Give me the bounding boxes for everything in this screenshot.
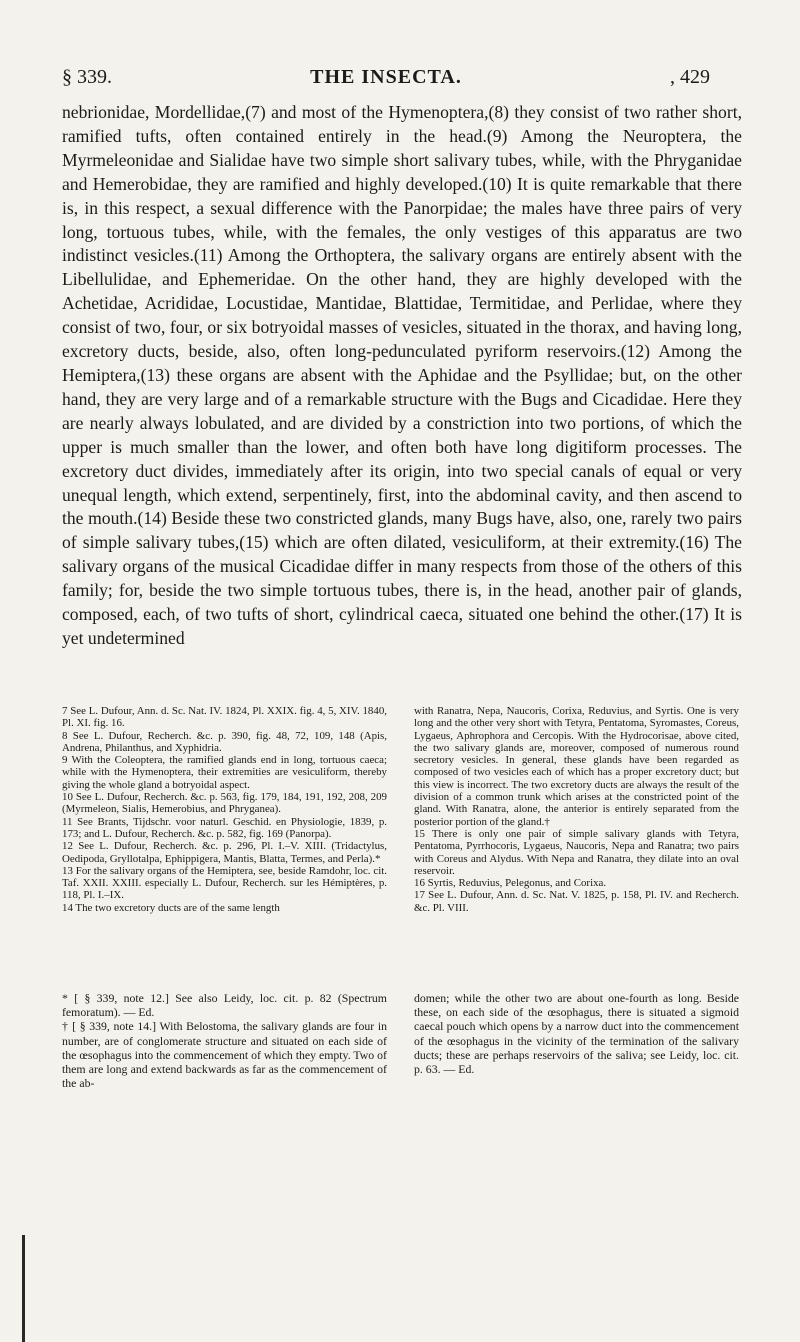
scan-edge-mark bbox=[22, 1235, 25, 1342]
editor-notes-left bbox=[62, 991, 387, 1090]
footnote-14: 14 The two excretory ducts are of the same length bbox=[62, 901, 280, 914]
main-paragraph: nebrionidae, Mordellidae,(7) and most of the Hymenoptera,(8) they consist of two rather short, ramified tufts, often contained entirely in the head.(9) Among the Neuroptera, the Myrmeleonidae and Sialidae have two simple short salivary tubes, while, with the Phryganidae and Hemerobidae, they are ramified and highly developed.(10) It is quite remarkable that there is, in this respect, a sexual difference with the Panorpidae; the males have three pairs of very long, tortuous tubes, while, with the females, the only vestiges of this apparatus are two indistinct vesicles.(11) Among the Orthoptera, the salivary organs are entirely absent with the Libellulidae, and Ephemeridae. On the other hand, they are highly developed with the Achetidae, Acrididae, Locustidae, Mantidae, Blattidae, Termitidae, and Perlidae, where they consist of two, four, or six botryoidal masses of vesicles, situated in the thorax, and having long, excretory ducts, beside, also, often long-pedunculated pyriform reservoirs.(12) Among the Hemiptera,(13) these organs are absent with the Aphidae and the Psyllidae; but, on the other hand, they are very large and of a remarkable structure with the Bugs and Cicadidae. Here they are nearly always lobulated, and are divided by a constriction into two portions, of which the upper is much smaller than the lower, and often both have long digitiform processes. The excretory duct divides, immediately after its origin, into two special canals of equal or very unequal length, which extend, serpentinely, first, into the abdominal cavity, and then ascend to the mouth.(14) Beside these two constricted glands, many Bugs have, also, one, rarely two pairs of simple salivary tubes,(15) which are often dilated, vesiculiform, at their extremity.(16) The salivary organs of the musical Cicadidae differ in many respects from those of the others of this family; for, beside the two simple tortuous tubes, there is, in the head, another pair of glands, composed, each, of two tufts of short, cylindrical caeca, situated one behind the other.(17) It is yet undetermined bbox=[62, 102, 742, 648]
editor-notes-right bbox=[414, 991, 739, 1076]
footnote-8: 8 See L. Dufour, Recherch. &c. p. 390, fig. 48, 72, 109, 148 (Apis, Andrena, Philanthus, and Xyphidria. bbox=[62, 729, 387, 754]
footnote-14-continued: with Ranatra, Nepa, Naucoris, Corixa, Reduvius, and Syrtis. One is very long and the other very short with Tetyra, Pentatoma, Syromastes, Coreus, Lygaeus, Aphrophora and Cercopis. With the Hydrocorisae, above cited, the two salivary glands are, moreover, composed of numerous round secretory vesicles. In general, these glands have been regarded as composed of two vesicles each of which has a proper excretory duct; but this view is incorrect. The two excretory ducts are always the result of the division of a common trunk which arises at the constricted point of the gland. With Ranatra, alone, the anterior is entirely separated from the posterior portion of the gland.† bbox=[414, 705, 739, 828]
section-number: § 339. bbox=[62, 66, 112, 88]
footnote-13: 13 For the salivary organs of the Hemiptera, see, beside Ramdohr, loc. cit. Taf. XXII. XXIII. especially L. Dufour, Recherch. sur les Hémiptères, p. 118, Pl. I.–IX. bbox=[62, 864, 387, 902]
footnote-9: 9 With the Coleoptera, the ramified glands end in long, tortuous caeca; while with the Hymenoptera, their extremities are vesiculiform, thereby giving the whole gland a botryoidal aspect. bbox=[62, 754, 387, 791]
footnote-15: 15 There is only one pair of simple salivary glands with Tetyra, Pentatoma, Pyrrhocoris, Lygaeus, Naucoris, Nepa and Ranatra; two pairs with Coreus and Alydus. With Nepa and Ranatra, they dilate into an oval reservoir. bbox=[414, 827, 739, 877]
page-number: , 429 bbox=[670, 66, 710, 88]
running-header bbox=[62, 66, 710, 96]
footnotes bbox=[62, 705, 742, 971]
editor-note-text-left: * [ § 339, note 12.] See also Leidy, loc. cit. p. 82 (Spectrum femoratum). — Ed. † [ § 339, note 14.] With Belostoma, the salivary glands are four in number, are of conglomerate structure and situated on each side of the œsophagus into the commencement of which they empty. Two of them are long and extend backwards as far as the commencement of the ab- bbox=[62, 991, 387, 1091]
footnote-12: 12 See L. Dufour, Recherch. &c. p. 296, Pl. I.–V. XIII. (Tridactylus, Oedipoda, Gryllotalpa, Ephippigera, Mantis, Blatta, Termes, and Perla).* bbox=[62, 840, 387, 865]
footnote-16: 16 Syrtis, Reduvius, Pelegonus, and Corixa. bbox=[414, 877, 607, 890]
footnote-11: 11 See Brants, Tijdschr. voor naturl. Geschid. en Physiologie, 1839, p. 173; and L. Dufour, Recherch. &c. p. 582, fig. 169 (Panorpa). bbox=[62, 815, 387, 840]
main-text bbox=[62, 101, 742, 651]
running-title: THE INSECTA. bbox=[310, 66, 462, 88]
footnote-10: 10 See L. Dufour, Recherch. &c. p. 563, fig. 179, 184, 191, 192, 208, 209 (Myrmeleon, Sialis, Hemerobius, and Phryganea). bbox=[62, 791, 387, 816]
footnote-7: 7 See L. Dufour, Ann. d. Sc. Nat. IV. 1824, Pl. XXIX. fig. 4, 5, XIV. 1840, Pl. XI. fig. 16. bbox=[62, 705, 387, 730]
footnotes-left-column bbox=[62, 705, 387, 914]
footnote-17: 17 See L. Dufour, Ann. d. Sc. Nat. V. 1825, p. 158, Pl. IV. and Recherch. &c. Pl. VIII. bbox=[414, 889, 739, 914]
footnotes-right-column bbox=[414, 705, 739, 914]
editor-note-text-right: domen; while the other two are about one-fourth as long. Beside these, on each side of the œsophagus, there is situated a sigmoid caecal pouch which opens by a narrow duct into the commencement of the œsophagus in the vicinity of the termination of the salivary ducts; these are perhaps reservoirs of the saliva; see Leidy, loc. cit. p. 63. — Ed. bbox=[414, 991, 739, 1077]
editor-notes bbox=[62, 991, 742, 1141]
